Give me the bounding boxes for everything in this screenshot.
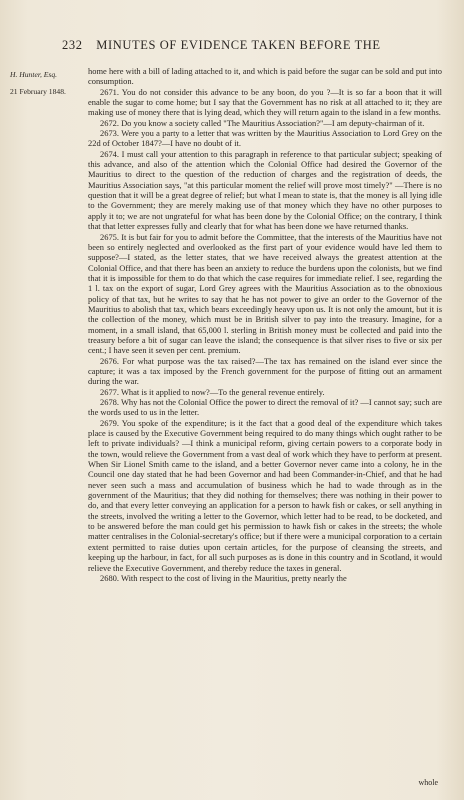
- paragraph: 2676. For what purpose was the tax raised?—The tax has remained on the island ever since the capture; it was a tax imposed by the French government for the purpose of fitting out an armament during the war.: [88, 355, 442, 387]
- paragraph: 2680. With respect to the cost of living in the Mauritius, pretty nearly the: [100, 572, 347, 583]
- margin-witness-name: H. Hunter, Esq.: [10, 70, 58, 79]
- catchword: whole: [418, 778, 438, 787]
- paragraph: 2671. You do not consider this advance to be any boon, do you ?—It is so far a boon that it will enable the sugar to come home; but I say that the Government has no risk at all attached to it; they are making use of money there that is lying dead, which they will return again to the island in a few months.: [88, 86, 442, 118]
- margin-date: 21 February 1848.: [10, 87, 66, 96]
- paragraph: 2679. You spoke of the expenditure; is it the fact that a good deal of the expenditure which takes place is caused by the Executive Government being required to do many things which ought rather to be left to private individuals? —I think a municipal reform, giving certain powers to a corporate body in the town, would relieve the Government from a vast deal of work which they have to perform at present. When Sir Lionel Smith came to the island, and a better Governor never came into a colony, he in the Council one day stated that he had been Governor and had been Commander-in-Chief, and that he had never seen such a mass and accumulation of business which he had to wade through as in the government of the Mauritius; that they did nothing for themselves; there was nothing in their power to do, and that every letter conveying an application for a person to hawk fish or cakes, or sell anything in the streets, involved the writing a letter to the Governor, which letter had to be read, to be docketed, and to be answered before the man could get his permission to hawk fish or cakes in the streets; the whole matter centralises in the Colonial-secretary's office; but if there were a municipal corporation to a certain extent permitted to raise duties upon certain articles, for the purpose of cleansing the streets, and keeping up the harbour, in fact, for all such purposes as is done in this country and in Scotland, it would relieve the Executive Government, and thereby reduce the taxes in general.: [88, 417, 442, 573]
- paragraph: 2672. Do you know a society called "The Mauritius Association?"—I am deputy-chairman of it.: [100, 117, 425, 128]
- page-header: [62, 38, 436, 53]
- paragraph: 2674. I must call your attention to this paragraph in reference to that particular subject; speaking of this advance, and also of the attention which the Colonial Office had desired the Governor of the Mauritius to direct to the question of the reduction of charges and the registration of deeds, the Mauritius Association says, "at this particular moment the relief will prove most timely?" —There is no question that it will be a great degree of relief; but what I mean to state is, that the money is all lying idle to the Government; they are merely making use of that money which they have no other purposes to apply it to; we are not ungrateful for what has been done by the Colonial Office; on the contrary, I think that that letter expresses fully and clearly that for what has been done we have returned thanks.: [88, 148, 442, 232]
- paragraph: 2678. Why has not the Colonial Office the power to direct the removal of it? —I cannot say; such are the words used to us in the letter.: [88, 397, 442, 418]
- paragraph: 2675. It is but fair for you to admit before the Committee, that the interests of the Mauritius have not been so entirely neglected and overlooked as the first part of your evidence would have led them to suppose?—I stated, as the letter states, that we have received always the greatest attention at the Colonial Office, and that there has been an anxiety to reduce the burdens upon the colonists, but we find that it is impossible for them to do that which the case requires for immediate relief. I see, regarding the 1 l. tax on the export of sugar, Lord Grey agrees with the Mauritius Association as to the obnoxious policy of that tax, but he writes to say that he has not power to give an order to the Governor of the Mauritius to abolish that tax, which bears exceedingly heavy upon us. It is not only the amount, but it is the collection of the money, which must be in British silver to pay into the treasury. Imagine, for a moment, in a small island, that 65,000 l. sterling in British money must be collected and paid into the treasury before a bit of sugar can leave the island; the consequence is that silver rises to five or six per cent.; I have seen it seven per cent. premium.: [88, 231, 442, 356]
- paragraph: 2673. Were you a party to a letter that was written by the Mauritius Association to Lord Grey on the 22d of October 1847?—I have no doubt of it.: [88, 128, 442, 149]
- running-title: MINUTES OF EVIDENCE TAKEN BEFORE THE: [96, 38, 381, 52]
- paragraph: home here with a bill of lading attached to it, and which is paid before the sugar can be sold and put into consumption.: [88, 66, 442, 87]
- paragraph: 2677. What is it applied to now?—To the general revenue entirely.: [100, 386, 325, 397]
- page-number: 232: [62, 38, 83, 52]
- evidence-text: [88, 66, 442, 583]
